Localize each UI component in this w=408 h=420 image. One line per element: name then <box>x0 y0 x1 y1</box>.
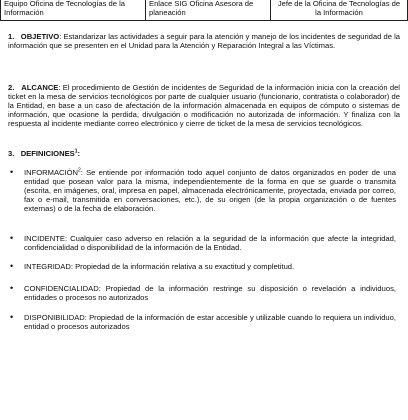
bullet-icon: • <box>10 283 14 293</box>
definition-term: DISPONIBILIDAD <box>24 313 85 322</box>
definition-term: INTEGRIDAD <box>24 262 71 271</box>
bullet-icon: • <box>10 233 14 243</box>
bullet-icon: • <box>10 261 14 271</box>
footnote-ref: 1 <box>74 148 78 155</box>
title-suffix: : <box>77 149 81 158</box>
approval-cell-approved: Jefe de la Oficina de Tecnologías de la Información <box>271 0 408 21</box>
section-label: DEFINICIONES <box>20 149 75 158</box>
approval-row <box>1 0 408 21</box>
section-text: : El procedimiento de Gestión de incidentes de Seguridad de la información inicia con la creación del ticket en la mesa de servicios tecnológicos por parte de cualquier usuario (funcionario, contratista o colaborador) de la Entidad, en base a un caso de afectación de la información almacenada en equipos de cómputo o sistemas de información, que ocasione la perdida, divulgación o modificación no autorizada de información. Y finaliza con la respuesta al incidente mediante correo electrónico y cierre de ticket de la mesa de servicios tecnológicos. <box>8 83 400 129</box>
definition-text: : Propiedad de la información restringe su disposición o revelación a individuos, entidades o procesos no autorizados <box>24 284 396 303</box>
section-definiciones-title <box>8 149 80 158</box>
definition-term: CONFIDENCIALIDAD <box>24 284 99 293</box>
section-number: 1. <box>8 32 15 41</box>
definition-item <box>10 261 396 271</box>
approval-cell-reviewed: Enlace SIG Oficina Asesora de planeación <box>146 0 271 21</box>
bullet-icon: • <box>10 312 14 322</box>
definition-item <box>10 167 396 214</box>
section-objetivo <box>8 32 400 50</box>
definition-text: : Cualquier caso adverso en relación a la seguridad de la información que afecte la integridad, confidencialidad o disponibilidad de la información de la Entidad. <box>24 234 396 253</box>
section-number: 2. <box>8 83 15 92</box>
definition-term: INFORMACIÓN <box>24 168 78 177</box>
section-number: 3. <box>8 149 15 158</box>
definition-text: : Se entiende por información todo aquel conjunto de datos organizados en poder de una entidad que posean valor para la misma, independientemente de la forma en que se guarde o transmita (escrita, en imágenes, oral, impresa en papel, almacenada electrónicamente, proyectada, enviada por correo, fax o e-mail, transmitida en conversaciones, etc.), de su origen (de la propia organización o de fuentes externas) o de la fecha de elaboración. <box>24 168 396 214</box>
section-alcance <box>8 83 400 129</box>
definition-item <box>10 312 396 332</box>
definition-item <box>10 283 396 303</box>
section-label: ALCANCE <box>21 83 59 92</box>
section-label: OBJETIVO <box>20 32 60 41</box>
approval-cell-elaborated: Equipo Oficina de Tecnologías de la Información <box>1 0 146 21</box>
section-text: : Estandarizar las actividades a seguir para la atención y manejo de los incidentes de seguridad de la información que se presenten en el Unidad para la Atención y Reparación Integral a las Víctimas. <box>8 32 400 51</box>
bullet-icon: • <box>10 167 14 177</box>
approval-table <box>0 0 408 21</box>
definition-term: INCIDENTE <box>24 234 65 243</box>
definition-text: : Propiedad de la información de estar accesible y utilizable cuando lo requiera un individuo, entidad o procesos autorizados <box>24 313 396 332</box>
definition-text: : Propiedad de la información relativa a su exactitud y completitud. <box>70 262 295 271</box>
footnote-ref: 2 <box>78 167 81 174</box>
definition-item <box>10 233 396 253</box>
